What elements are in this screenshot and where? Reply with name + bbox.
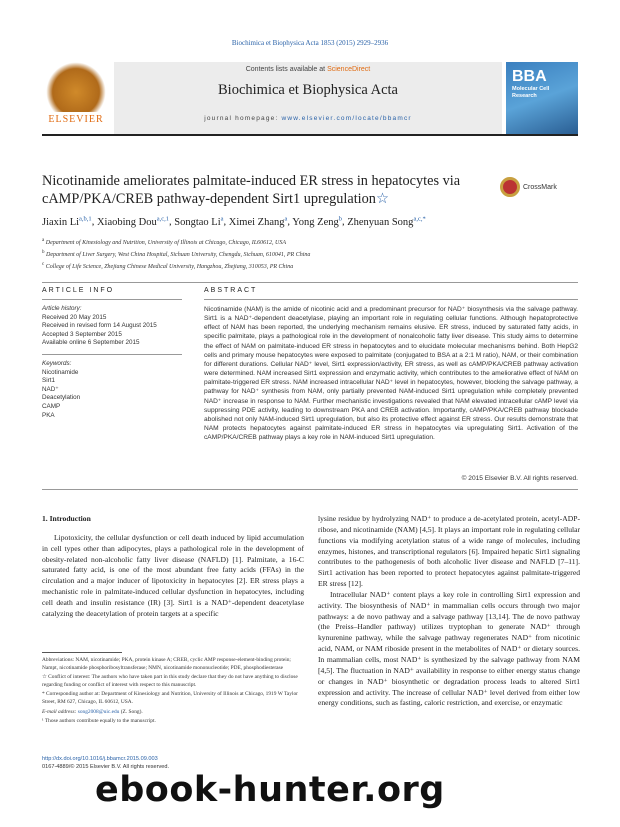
author[interactable]: Songtao Li$^a$ bbox=[174, 215, 224, 228]
doi-block bbox=[42, 755, 169, 771]
email-link[interactable]: song2008@uic.edu bbox=[77, 708, 120, 715]
body-column-right bbox=[318, 514, 580, 709]
abstract-copyright: © 2015 Elsevier B.V. All rights reserved. bbox=[461, 475, 578, 482]
crossmark-badge[interactable]: CrossMark bbox=[500, 177, 557, 197]
title-footnote-star[interactable]: ☆ bbox=[375, 191, 389, 207]
keyword: Deacetylation bbox=[42, 394, 81, 402]
history-item: Available online 6 September 2015 bbox=[42, 339, 140, 347]
abstract-divider bbox=[204, 299, 578, 300]
footnote-divider bbox=[42, 652, 122, 653]
affiliation: $^c$ College of Life Science, Zhejiang Chinese Medical University, Hangzhou, Zhejiang, 310053, PR China bbox=[42, 262, 294, 270]
article-title: Nicotinamide ameliorates palmitate-induced ER stress in hepatocytes via cAMP/PKA/CREB pathway-dependent Sirt1 upregulation☆ bbox=[42, 173, 461, 207]
issn-line: 0167-4889/© 2015 Elsevier B.V. All rights reserved. bbox=[42, 764, 170, 770]
footnotes bbox=[42, 652, 304, 728]
abstract-label: ABSTRACT bbox=[204, 287, 258, 294]
article-info bbox=[42, 305, 182, 420]
journal-citation-link[interactable]: Biochimica et Biophysica Acta 1853 (2015) 2929–2936 bbox=[231, 39, 389, 47]
footnote-corresponding: * Corresponding author at: Department of Kinesiology and Nutrition, University of Illinois at Chicago, 1919 W Taylor Street, RM 627, Chicago, IL 60612, USA. bbox=[42, 691, 298, 705]
journal-banner bbox=[114, 62, 502, 134]
section-heading: 1. Introduction bbox=[42, 514, 91, 523]
footnote-conflict: ☆ Conflict of interest: The authors who have taken part in this study declare that they do not have anything to disclose regarding funding or conflict of interest with respect to this manuscript. bbox=[42, 674, 298, 688]
affiliation: $^a$ Department of Kinesiology and Nutrition, University of Illinois at Chicago, Chicago, IL60612, USA bbox=[42, 238, 287, 246]
doi-link[interactable]: http://dx.doi.org/10.1016/j.bbamcr.2015.09.003 bbox=[42, 756, 158, 762]
journal-homepage-link[interactable]: www.elsevier.com/locate/bbamcr bbox=[281, 115, 412, 122]
elsevier-tree-icon bbox=[46, 62, 106, 112]
keywords-divider bbox=[42, 354, 182, 355]
keyword: Sirt1 bbox=[42, 377, 55, 385]
crossmark-icon bbox=[500, 177, 520, 197]
affiliations bbox=[42, 236, 582, 272]
journal-title: Biochimica et Biophysica Acta bbox=[218, 82, 398, 98]
keyword: NAD⁺ bbox=[42, 385, 59, 393]
history-label: Article history: bbox=[42, 305, 82, 312]
footnote-abbreviations: Abbreviations: NAM, nicotinamide; PKA, protein kinase A; CREB, cyclic AMP response-element-binding protein; Nampt, nicotinamide phosphoribosyltransferase; NMN, nicotinamide mononucleotide; PDE, phosphodiesterase bbox=[42, 657, 291, 671]
contents-line: Contents lists available at ScienceDirect bbox=[245, 66, 371, 73]
watermark-text: ebook-hunter.org bbox=[95, 770, 445, 810]
history-item: Accepted 3 September 2015 bbox=[42, 330, 122, 338]
body-divider bbox=[42, 489, 578, 490]
body-column-left bbox=[42, 514, 304, 620]
author-list: Jiaxin Li$^{a,b,1}$, Xiaobing Dou$^{a,c,1}$, Songtao Li$^a$, Ximei Zhang$^a$, Yong Zeng$^b$, Zhenyuan Song$^{a,c,*}$ bbox=[42, 215, 426, 228]
publisher-name: ELSEVIER bbox=[48, 114, 104, 125]
keyword: Nicotinamide bbox=[42, 368, 79, 376]
footnote-email: E-mail address: song2008@uic.edu (Z. Song). bbox=[42, 708, 143, 715]
keyword: PKA bbox=[42, 411, 55, 419]
author[interactable]: Ximei Zhang$^a$ bbox=[228, 215, 288, 228]
author[interactable]: Yong Zeng$^b$ bbox=[292, 215, 342, 228]
keyword: CAMP bbox=[42, 402, 61, 410]
article-info-divider bbox=[42, 299, 182, 300]
sciencedirect-link[interactable]: ScienceDirect bbox=[327, 66, 371, 73]
author[interactable]: Jiaxin Li$^{a,b,1}$ bbox=[42, 215, 92, 228]
history-item: Received in revised form 14 August 2015 bbox=[42, 322, 157, 330]
abstract-text: Nicotinamide (NAM) is the amide of nicotinic acid and a predominant precursor for NAD⁺ biosynthesis via the salvage pathway. Sirt1 is a NAD⁺-dependent deacetylase, playing an important role in regulating cellular functions. Although hepatoprotective effect of NAM has been reported, the underlying mechanism remains elusive. ER stress, induced by saturated fatty acids, in specific palmitate, plays a pathological role in the development of nonalcoholic fatty liver disease. This study aims to determine the effect of NAM on palmitate-induced ER stress in hepatocytes and to elucidate molecular mechanisms behind. Both HepG2 cells and primary mouse hepatocytes were exposed to palmitate (conjugated to BSA at a 2:1 M ratio), NAM, or their combination for different durations. Cellular NAD⁺ level, Sirt1 expression/activity, ER stress, as well as cAMP/PKA/CREB pathway activation were determined. NAM increased Sirt1 expression and enzymatic activity, which contributes to the ameliorative effect of NAM on palmitate-triggered ER stress. NAM increased intracellular NAD⁺ level in hepatocytes, however, blocking the salvage pathway, a pathway for NAD⁺ synthesis from NAM, only partially prevented NAM-induced Sirt1 upregulation while completely prevented NAD⁺ increase in response to NAM. Further mechanistic investigations revealed that NAM elevated intracellular cAMP level via suppressing PDE activity, leading to downstream PKA and CREB activation. Importantly, cAMP/PKA/CREB pathway blockade abolished not only NAM-induced Sirt1 upregulation, but also its protective effect against ER stress. Our results demonstrate that NAM protects hepatocytes against palmitate-induced ER stress in hepatocytes via upregulating Sirt1. Activation of the cAMP/PKA/CREB pathway plays a key role in NAM-induced Sirt1 upregulation. bbox=[204, 306, 578, 442]
section-divider bbox=[42, 282, 578, 283]
author[interactable]: Zhenyuan Song$^{a,c,*}$ bbox=[347, 215, 426, 228]
body-paragraph: Lipotoxicity, the cellular dysfunction or cell death induced by lipid accumulation in cell types other than adipocytes, plays a pathological role in the development of obesity-related non-alcoholic fatty liver disease (NAFLD) [1]. Palmitate, a 16-C saturated fatty acid, is one of the most abundant free fatty acids (FFAs) in the circulation and a major inducer of lipotoxicity in hepatocytes [2]. ER stress plays a mechanistic role in palmitate-induced cellular dysfunction in hepatocytes, including cell death and insulin resistance (IR) [3]. Sirt1 is a NAD⁺-dependent deacetylase catalyzing the deacetylation of protein targets at a specific bbox=[42, 532, 304, 618]
journal-header bbox=[42, 62, 578, 136]
history-item: Received 20 May 2015 bbox=[42, 313, 107, 321]
keywords-label: Keywords: bbox=[42, 359, 72, 367]
journal-cover-image: BBA Molecular Cell Research bbox=[506, 62, 578, 134]
article-info-label: ARTICLE INFO bbox=[42, 287, 115, 294]
journal-homepage: journal homepage: www.elsevier.com/locate/bbamcr bbox=[204, 115, 412, 122]
affiliation: $^b$ Department of Liver Surgery, West China Hospital, Sichuan University, Chengdu, Sichuan, 610041, PR China bbox=[42, 250, 311, 258]
body-paragraph: lysine residue by hydrolyzing NAD⁺ to produce a de-acetylated protein, acetyl-ADP-ribose, and nicotinamide (NAM) [4,5]. It plays an important role in regulating cellular functions via modifying acetylation status of a wide range of molecules, including enzymes, histones, and transcriptional regulators [6]. Impaired hepatic Sirt1 signaling contributes to the pathogenesis of both alcoholic liver disease and NAFLD [7–11]. Sirt1 activation has been reported to protect hepatocytes against palmitate-triggered ER stress [12]. bbox=[318, 514, 580, 589]
elsevier-logo bbox=[42, 62, 110, 134]
author[interactable]: Xiaobing Dou$^{a,c,1}$ bbox=[96, 215, 170, 228]
body-paragraph: Intracellular NAD⁺ content plays a key role in controlling Sirt1 expression and activity. The biosynthesis of NAD⁺ in mammalian cells occurs through two major pathways: a de novo pathway and a salvage pathway [13,14]. The de novo pathway (the Preiss–Handler pathway) utilizes tryptophan to generate NAD⁺ through kynurenine pathway, while the salvage pathway regenerates NAD⁺ from nicotinic acid, NAM, or NAM riboside present in the metabolites of NAD⁺ or dietary sources. In mammalian cells, most NAD⁺ is synthesized by the salvage pathway from NAM [4,5]. The fluctuation in NAD⁺ availability in response to either energy status change or changes in NAD⁺ biosynthetic or degradation process leads to altered Sirt1 expression and activity. The increase of cellular NAD⁺ level derived from either low energy conditions, such as fasting, caloric restriction, and exercise, or enzymatic bbox=[318, 589, 580, 708]
footnote-equal-contribution: ¹ Those authors contribute equally to the manuscript. bbox=[42, 718, 156, 725]
